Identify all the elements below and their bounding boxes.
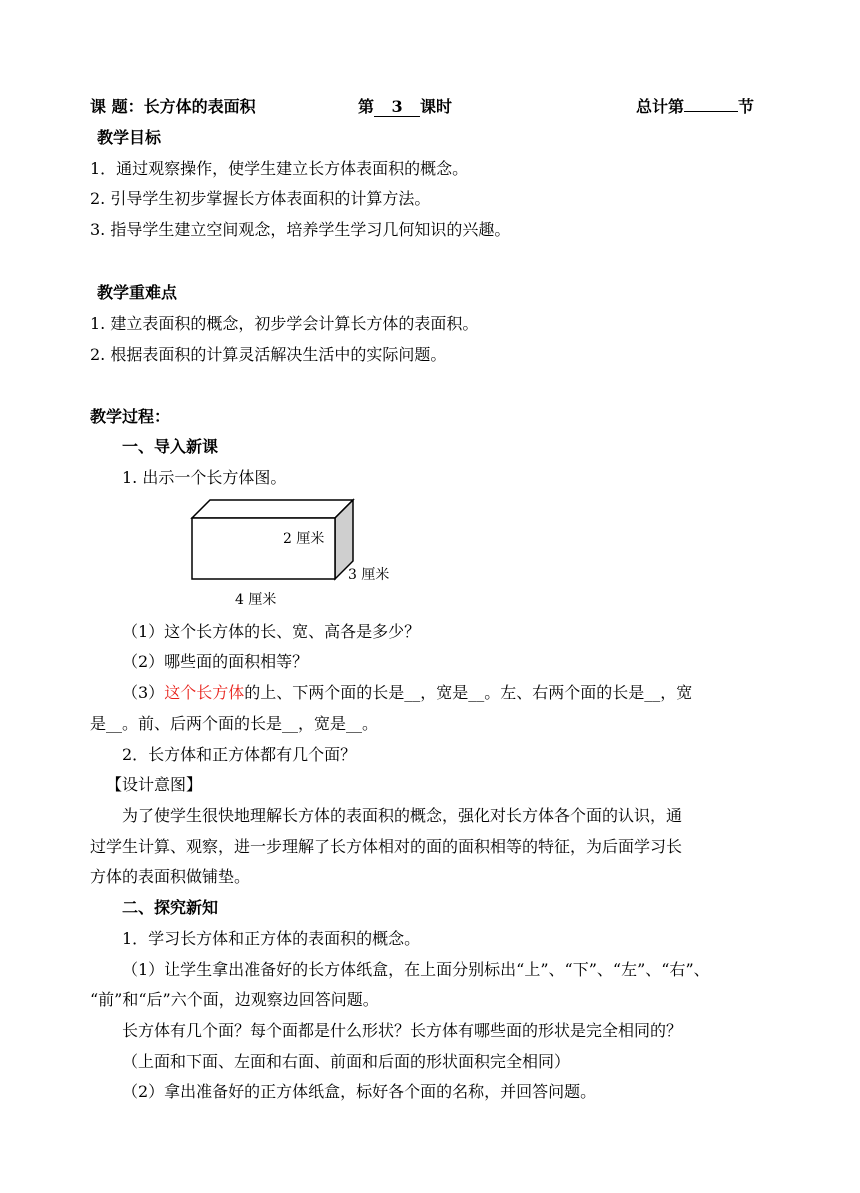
lesson-prefix: 第 <box>358 97 375 116</box>
process-heading: 教学过程： <box>90 407 171 426</box>
height-label: 2 厘米 <box>283 531 325 547</box>
question-2: （2）哪些面的面积相等？ <box>122 652 309 671</box>
total-suffix: 节 <box>738 97 755 116</box>
total-count-field <box>636 97 754 117</box>
section1-title: 一、导入新课 <box>122 437 219 456</box>
width-label: 3 厘米 <box>348 567 390 583</box>
question-3-line2: 是__。前、后两个面的长是__，宽是__。 <box>90 714 379 733</box>
design-intent-line: 过学生计算、观察，进一步理解了长方体相对的面的面积相等的特征，为后面学习长 <box>90 837 683 856</box>
section2-paragraph: （1）让学生拿出准备好的长方体纸盒，在上面分别标出“上”、“下”、“左”、“右”、 <box>122 960 710 979</box>
question-1: （1）这个长方体的长、宽、高各是多少？ <box>122 622 421 641</box>
section2-paragraph: 长方体有几个面？每个面都是什么形状？长方体有哪些面的形状是完全相同的？ <box>122 1021 683 1040</box>
cuboid-drawing <box>185 490 425 610</box>
objective-item: 3. 指导学生建立空间观念，培养学生学习几何知识的兴趣。 <box>90 220 511 239</box>
question-3-highlight: 这个长方体 <box>164 683 245 702</box>
lesson-number-field <box>358 97 452 117</box>
cuboid-top-face <box>192 500 353 518</box>
section2-paragraph: （2）拿出准备好的正方体纸盒，标好各个面的名称，并回答问题。 <box>122 1082 597 1101</box>
topic-title: 课 题：长方体的表面积 <box>90 97 256 116</box>
section2-paragraph: “前”和“后”六个面，边观察边回答问题。 <box>90 990 379 1009</box>
section1-item1: 1. 出示一个长方体图。 <box>122 468 287 487</box>
objective-item: 2. 引导学生初步掌握长方体表面积的计算方法。 <box>90 189 431 208</box>
question-3-rest: 的上、下两个面的长是__，宽是__。左、右两个面的长是__，宽 <box>244 683 693 702</box>
length-label: 4 厘米 <box>235 592 277 608</box>
key-point-item: 1. 建立表面积的概念，初步学会计算长方体的表面积。 <box>90 314 479 333</box>
lesson-number: 3 <box>374 98 420 117</box>
design-intent-line: 方体的表面积做铺垫。 <box>90 867 251 886</box>
section2-paragraph: （上面和下面、左面和右面、前面和后面的形状面积完全相同） <box>122 1052 571 1071</box>
objectives-heading: 教学目标 <box>97 128 162 147</box>
section2-item1: 1．学习长方体和正方体的表面积的概念。 <box>122 929 421 948</box>
question-3 <box>122 683 692 703</box>
section1-item2: 2．长方体和正方体都有几个面？ <box>122 745 357 764</box>
section2-title: 二、探究新知 <box>122 898 219 917</box>
design-intent-line: 为了使学生很快地理解长方体的表面积的概念，强化对长方体各个面的认识，通 <box>122 806 683 825</box>
key-point-item: 2. 根据表面积的计算灵活解决生活中的实际问题。 <box>90 345 447 364</box>
total-prefix: 总计第 <box>636 97 685 116</box>
question-3-prefix: （3） <box>122 683 165 702</box>
total-value <box>684 111 738 112</box>
cuboid-figure <box>185 490 425 614</box>
objective-item: 1．通过观察操作，使学生建立长方体表面积的概念。 <box>90 159 469 178</box>
key-points-heading: 教学重难点 <box>97 283 178 302</box>
lesson-suffix: 课时 <box>420 97 453 116</box>
design-intent-title: 【设计意图】 <box>106 775 203 794</box>
